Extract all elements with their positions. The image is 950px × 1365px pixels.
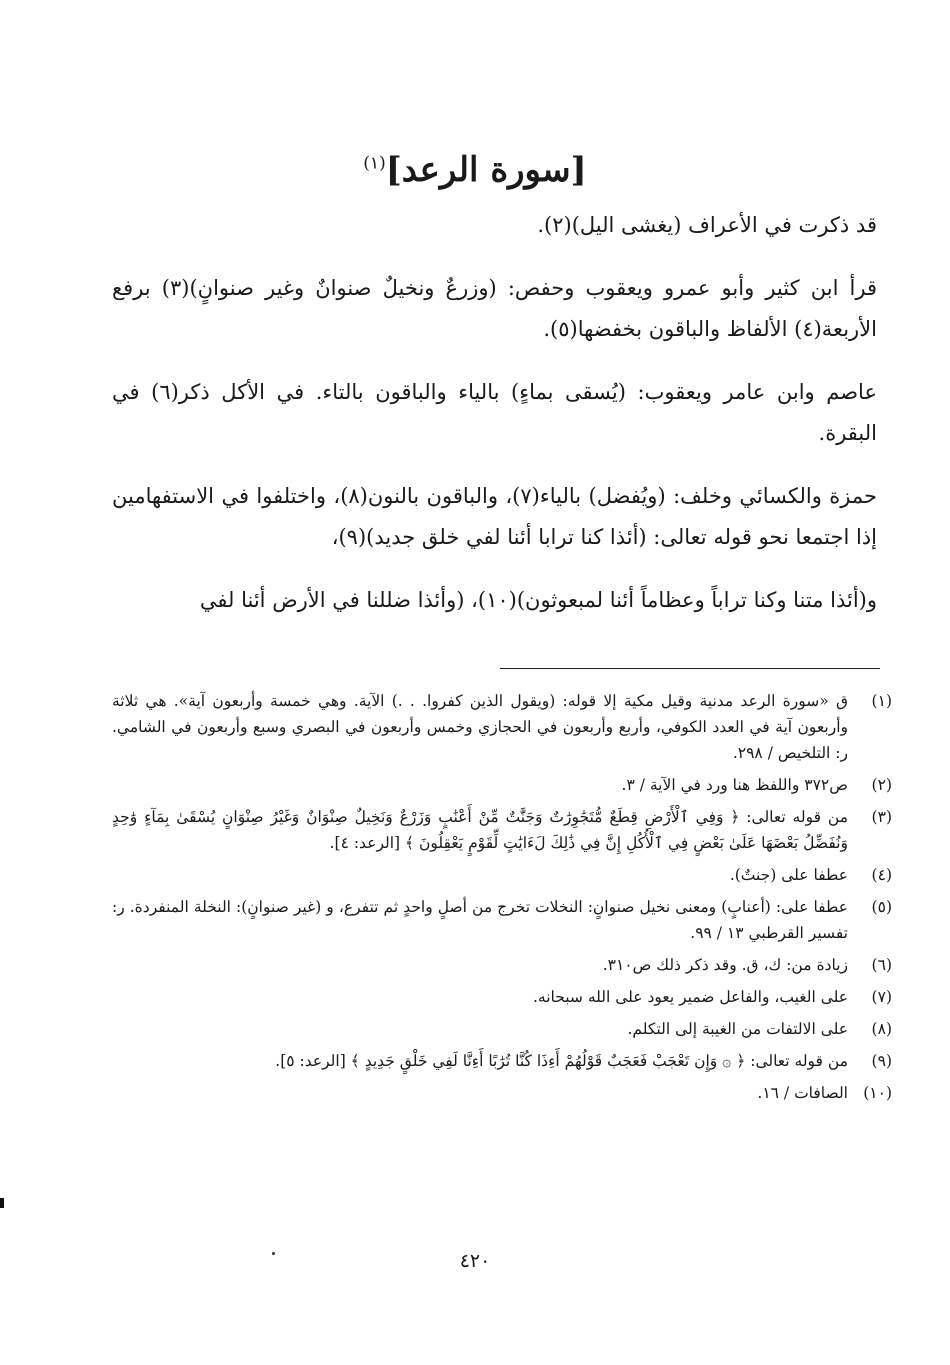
footnotes bbox=[112, 688, 892, 1112]
paragraph: قرأ ابن كثير وأبو عمرو ويعقوب وحفص: (وزرعٌ ونخيلٌ صنوانٌ وغير صنوانٍ)(٣) برفع الأربعة(٤) الألفاظ والباقون بخفضها(٥). bbox=[112, 276, 878, 341]
footnote-number: (١) bbox=[871, 692, 892, 710]
footnote bbox=[112, 804, 892, 856]
footnote-text: عطفا على (جنتٌ). bbox=[729, 866, 848, 884]
footnote-text: على الالتفات من الغيبة إلى التكلم. bbox=[627, 1020, 848, 1038]
footnote-number: (٦) bbox=[871, 956, 892, 974]
footnote-text: ق «سورة الرعد مدنية وقيل مكية إلا قوله: (ويقول الذين كفروا. . .) الآية. وهي خمسة وأربعون آية». هي ثلاثة وأربعون آية في العدد الكوفي، وأربع وأربعون في الحجازي وخمس وأربعون في البصري وسبع وأربعون في الشامي. ر: التلخيص / ٢٩٨. bbox=[112, 692, 848, 762]
footnote-text: عطفا على: (أعنابٍ) ومعنى نخيل صنوانٍ: النخلات تخرج من أصلٍ واحدٍ ثم تتفرع، و (غير صنوانٍ): النخلة المنفردة. ر: تفسير القرطبي ١٣ / ٩٩. bbox=[112, 898, 848, 942]
scan-edge-mark bbox=[0, 1198, 4, 1208]
footnote bbox=[112, 1016, 892, 1042]
scan-speck bbox=[272, 1252, 275, 1255]
paragraph: و(أئذا متنا وكنا تراباً وعظاماً أئنا لمبعوثون)(١٠)، (وأئذا ضللنا في الأرض أئنا لفي bbox=[199, 588, 877, 612]
footnote-divider bbox=[500, 668, 880, 669]
footnote-number: (٤) bbox=[871, 866, 892, 884]
main-text bbox=[112, 205, 877, 643]
footnote-text: على الغيب، والفاعل ضمير يعود على الله سبحانه. bbox=[532, 988, 848, 1006]
footnote bbox=[112, 1048, 892, 1074]
footnote bbox=[112, 1080, 892, 1106]
paragraph: قد ذكرت في الأعراف (يغشى اليل)(٢). bbox=[537, 213, 877, 237]
page-number: ٤٢٠ bbox=[459, 1250, 491, 1272]
footnote-number: (٢) bbox=[871, 776, 892, 794]
footnote-number: (٩) bbox=[871, 1052, 892, 1070]
footnote-text: زيادة من: ك، ق. وقد ذكر ذلك ص٣١٠. bbox=[602, 956, 848, 974]
footnote bbox=[112, 862, 892, 888]
surah-title-text: [سورة الرعد] bbox=[385, 150, 587, 190]
footnote bbox=[112, 952, 892, 978]
footnote bbox=[112, 688, 892, 766]
footnote-number: (٣) bbox=[871, 808, 892, 826]
footnote-text: ص٣٧٢ واللفظ هنا ورد في الآية / ٣. bbox=[621, 776, 848, 794]
footnote-number: (٨) bbox=[871, 1020, 892, 1038]
paragraph: حمزة والكسائي وخلف: (ويُفضل) بالياء(٧)، والباقون بالنون(٨)، واختلفوا في الاستفهامين إذا اجتمعا نحو قوله تعالى: (أئذا كنا ترابا أئنا لفي خلق جديد)(٩)، bbox=[112, 484, 877, 549]
footnote-number: (٧) bbox=[871, 988, 892, 1006]
surah-title bbox=[0, 150, 950, 190]
footnote bbox=[112, 984, 892, 1010]
footnote-number: (٥) bbox=[871, 898, 892, 916]
paragraph: عاصم وابن عامر ويعقوب: (يُسقى بماءٍ) بالياء والباقون بالتاء. في الأكل ذكر(٦) في البقرة. bbox=[112, 380, 877, 445]
footnote-text: من قوله تعالى: ﴿ وَفِي ٱلْأَرْضِ قِطَعٌ مُّتَجَٰوِرَٰتٌ وَجَنَّٰتٌ مِّنْ أَعْنَٰبٍ وَزَرْعٌ وَنَخِيلٌ صِنْوَانٌ وَغَيْرُ صِنْوَانٍ يُسْقَىٰ بِمَآءٍ وَٰحِدٍ وَنُفَضِّلُ بَعْضَهَا عَلَىٰ بَعْضٍ فِي ٱلْأُكُلِ إِنَّ فِي ذَٰلِكَ لَءَايَٰتٍ لِّقَوْمٍ يَعْقِلُونَ ﴾ [الرعد: ٤]. bbox=[112, 808, 848, 852]
footnote bbox=[112, 772, 892, 798]
footnote bbox=[112, 894, 892, 946]
footnote-text: الصافات / ١٦. bbox=[757, 1084, 848, 1102]
footnote-number: (١٠) bbox=[863, 1084, 892, 1102]
footnote-text: من قوله تعالى: ﴿ ۞ وَإِن تَعْجَبْ فَعَجَبٌ قَوْلُهُمْ أَءِذَا كُنَّا تُرَٰبًا أَءِنَّا لَفِي خَلْقٍ جَدِيدٍ ﴾ [الرعد: ٥]. bbox=[275, 1052, 848, 1070]
surah-title-footnote-ref: (١) bbox=[363, 153, 386, 174]
